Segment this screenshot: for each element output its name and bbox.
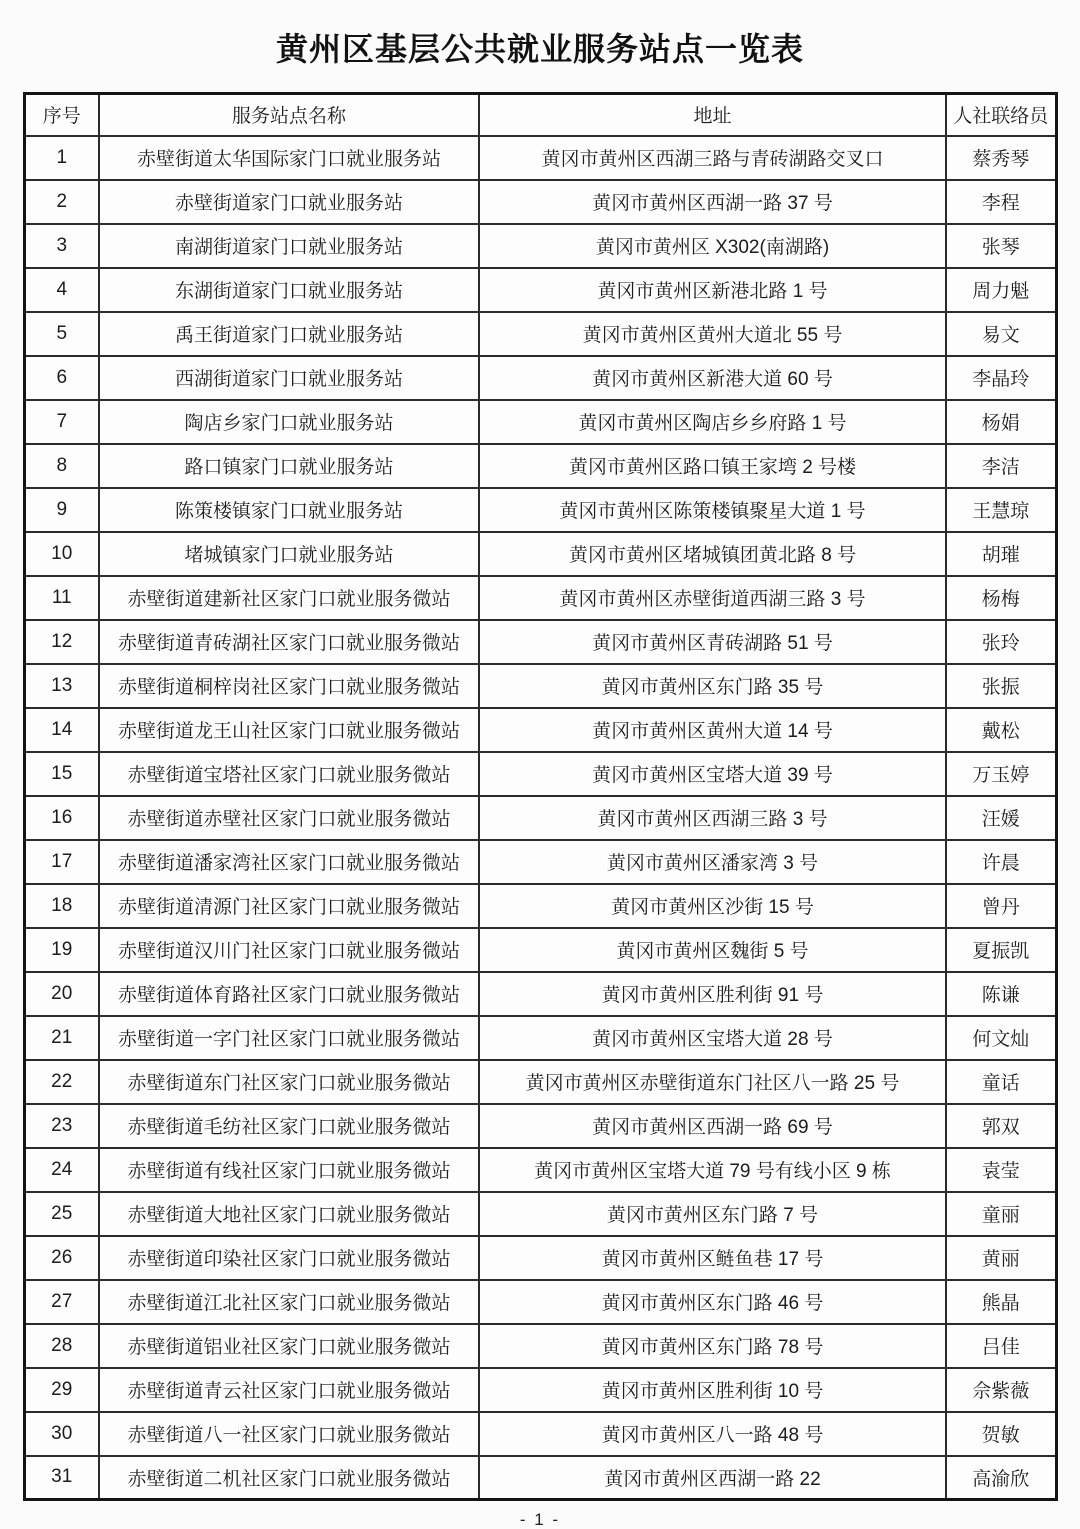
- header-station-name: 服务站点名称: [99, 94, 479, 136]
- liaison-cell: 李程: [946, 180, 1056, 224]
- address-cell: 黄冈市黄州区东门路 78 号: [479, 1324, 946, 1368]
- row-number-cell: 14: [24, 708, 99, 752]
- header-row-number: 序号: [24, 94, 99, 136]
- address-cell: 黄冈市黄州区东门路 46 号: [479, 1280, 946, 1324]
- station-name-cell: 东湖街道家门口就业服务站: [99, 268, 479, 312]
- table-row: [24, 136, 1056, 180]
- row-number-cell: 2: [24, 180, 99, 224]
- liaison-cell: 李晶玲: [946, 356, 1056, 400]
- station-name-cell: 陈策楼镇家门口就业服务站: [99, 488, 479, 532]
- row-number-cell: 19: [24, 928, 99, 972]
- address-cell: 黄冈市黄州区新港大道 60 号: [479, 356, 946, 400]
- table-row: [24, 1324, 1056, 1368]
- row-number-cell: 25: [24, 1192, 99, 1236]
- row-number-cell: 8: [24, 444, 99, 488]
- row-number-cell: 16: [24, 796, 99, 840]
- station-name-cell: 赤壁街道建新社区家门口就业服务微站: [99, 576, 479, 620]
- station-name-cell: 赤壁街道一字门社区家门口就业服务微站: [99, 1016, 479, 1060]
- liaison-cell: 易文: [946, 312, 1056, 356]
- address-cell: 黄冈市黄州区陈策楼镇聚星大道 1 号: [479, 488, 946, 532]
- station-name-cell: 赤壁街道江北社区家门口就业服务微站: [99, 1280, 479, 1324]
- station-name-cell: 赤壁街道铝业社区家门口就业服务微站: [99, 1324, 479, 1368]
- row-number-cell: 28: [24, 1324, 99, 1368]
- header-row: [24, 94, 1056, 136]
- table-row: [24, 488, 1056, 532]
- table-row: [24, 708, 1056, 752]
- liaison-cell: 张振: [946, 664, 1056, 708]
- address-cell: 黄冈市黄州区宝塔大道 39 号: [479, 752, 946, 796]
- address-cell: 黄冈市黄州区东门路 35 号: [479, 664, 946, 708]
- row-number-cell: 27: [24, 1280, 99, 1324]
- table-row: [24, 840, 1056, 884]
- row-number-cell: 5: [24, 312, 99, 356]
- table-row: [24, 400, 1056, 444]
- header-liaison: 人社联络员: [946, 94, 1056, 136]
- station-name-cell: 赤壁街道赤壁社区家门口就业服务微站: [99, 796, 479, 840]
- row-number-cell: 26: [24, 1236, 99, 1280]
- address-cell: 黄冈市黄州区赤壁街道东门社区八一路 25 号: [479, 1060, 946, 1104]
- table-row: [24, 620, 1056, 664]
- table-row: [24, 1192, 1056, 1236]
- table-row: [24, 1368, 1056, 1412]
- table-row: [24, 532, 1056, 576]
- station-name-cell: 赤壁街道八一社区家门口就业服务微站: [99, 1412, 479, 1456]
- address-cell: 黄冈市黄州区路口镇王家塆 2 号楼: [479, 444, 946, 488]
- liaison-cell: 蔡秀琴: [946, 136, 1056, 180]
- liaison-cell: 万玉婷: [946, 752, 1056, 796]
- liaison-cell: 佘紫薇: [946, 1368, 1056, 1412]
- station-name-cell: 赤壁街道宝塔社区家门口就业服务微站: [99, 752, 479, 796]
- row-number-cell: 23: [24, 1104, 99, 1148]
- liaison-cell: 许晨: [946, 840, 1056, 884]
- address-cell: 黄冈市黄州区西湖三路与青砖湖路交叉口: [479, 136, 946, 180]
- liaison-cell: 熊晶: [946, 1280, 1056, 1324]
- station-name-cell: 赤壁街道二机社区家门口就业服务微站: [99, 1456, 479, 1500]
- station-name-cell: 赤壁街道体育路社区家门口就业服务微站: [99, 972, 479, 1016]
- address-cell: 黄冈市黄州区青砖湖路 51 号: [479, 620, 946, 664]
- table-row: [24, 312, 1056, 356]
- row-number-cell: 15: [24, 752, 99, 796]
- liaison-cell: 童话: [946, 1060, 1056, 1104]
- row-number-cell: 10: [24, 532, 99, 576]
- station-name-cell: 陶店乡家门口就业服务站: [99, 400, 479, 444]
- row-number-cell: 17: [24, 840, 99, 884]
- table-row: [24, 224, 1056, 268]
- liaison-cell: 王慧琼: [946, 488, 1056, 532]
- liaison-cell: 陈谦: [946, 972, 1056, 1016]
- row-number-cell: 22: [24, 1060, 99, 1104]
- liaison-cell: 夏振凯: [946, 928, 1056, 972]
- liaison-cell: 曾丹: [946, 884, 1056, 928]
- liaison-cell: 高渝欣: [946, 1456, 1056, 1500]
- station-name-cell: 南湖街道家门口就业服务站: [99, 224, 479, 268]
- address-cell: 黄冈市黄州区宝塔大道 28 号: [479, 1016, 946, 1060]
- liaison-cell: 黄丽: [946, 1236, 1056, 1280]
- station-name-cell: 赤壁街道太华国际家门口就业服务站: [99, 136, 479, 180]
- station-name-cell: 赤壁街道家门口就业服务站: [99, 180, 479, 224]
- row-number-cell: 4: [24, 268, 99, 312]
- liaison-cell: 汪媛: [946, 796, 1056, 840]
- table-row: [24, 1060, 1056, 1104]
- liaison-cell: 郭双: [946, 1104, 1056, 1148]
- table-row: [24, 576, 1056, 620]
- address-cell: 黄冈市黄州区鲢鱼巷 17 号: [479, 1236, 946, 1280]
- row-number-cell: 6: [24, 356, 99, 400]
- liaison-cell: 周力魁: [946, 268, 1056, 312]
- table-row: [24, 796, 1056, 840]
- station-name-cell: 赤壁街道青砖湖社区家门口就业服务微站: [99, 620, 479, 664]
- liaison-cell: 李洁: [946, 444, 1056, 488]
- address-cell: 黄冈市黄州区宝塔大道 79 号有线小区 9 栋: [479, 1148, 946, 1192]
- table-body: [24, 136, 1056, 1500]
- address-cell: 黄冈市黄州区西湖一路 22: [479, 1456, 946, 1500]
- table-row: [24, 180, 1056, 224]
- station-name-cell: 禹王街道家门口就业服务站: [99, 312, 479, 356]
- station-name-cell: 赤壁街道有线社区家门口就业服务微站: [99, 1148, 479, 1192]
- station-name-cell: 赤壁街道青云社区家门口就业服务微站: [99, 1368, 479, 1412]
- address-cell: 黄冈市黄州区魏街 5 号: [479, 928, 946, 972]
- address-cell: 黄冈市黄州区黄州大道北 55 号: [479, 312, 946, 356]
- table-row: [24, 1412, 1056, 1456]
- address-cell: 黄冈市黄州区胜利街 91 号: [479, 972, 946, 1016]
- row-number-cell: 9: [24, 488, 99, 532]
- table-row: [24, 1016, 1056, 1060]
- row-number-cell: 18: [24, 884, 99, 928]
- row-number-cell: 12: [24, 620, 99, 664]
- table-header: [24, 94, 1056, 136]
- table-row: [24, 1456, 1056, 1500]
- row-number-cell: 7: [24, 400, 99, 444]
- header-address: 地址: [479, 94, 946, 136]
- station-name-cell: 赤壁街道东门社区家门口就业服务微站: [99, 1060, 479, 1104]
- liaison-cell: 张琴: [946, 224, 1056, 268]
- address-cell: 黄冈市黄州区西湖一路 69 号: [479, 1104, 946, 1148]
- address-cell: 黄冈市黄州区黄州大道 14 号: [479, 708, 946, 752]
- station-name-cell: 赤壁街道汉川门社区家门口就业服务微站: [99, 928, 479, 972]
- table-row: [24, 752, 1056, 796]
- liaison-cell: 吕佳: [946, 1324, 1056, 1368]
- station-name-cell: 赤壁街道潘家湾社区家门口就业服务微站: [99, 840, 479, 884]
- row-number-cell: 1: [24, 136, 99, 180]
- page-number: - 1 -: [519, 1510, 561, 1529]
- station-name-cell: 赤壁街道桐梓岗社区家门口就业服务微站: [99, 664, 479, 708]
- liaison-cell: 贺敏: [946, 1412, 1056, 1456]
- address-cell: 黄冈市黄州区潘家湾 3 号: [479, 840, 946, 884]
- liaison-cell: 杨娟: [946, 400, 1056, 444]
- page-title: 黄州区基层公共就业服务站点一览表: [275, 31, 804, 67]
- address-cell: 黄冈市黄州区八一路 48 号: [479, 1412, 946, 1456]
- address-cell: 黄冈市黄州区西湖一路 37 号: [479, 180, 946, 224]
- row-number-cell: 24: [24, 1148, 99, 1192]
- station-name-cell: 赤壁街道毛纺社区家门口就业服务微站: [99, 1104, 479, 1148]
- address-cell: 黄冈市黄州区东门路 7 号: [479, 1192, 946, 1236]
- station-name-cell: 赤壁街道印染社区家门口就业服务微站: [99, 1236, 479, 1280]
- row-number-cell: 11: [24, 576, 99, 620]
- station-name-cell: 西湖街道家门口就业服务站: [99, 356, 479, 400]
- station-name-cell: 堵城镇家门口就业服务站: [99, 532, 479, 576]
- address-cell: 黄冈市黄州区西湖三路 3 号: [479, 796, 946, 840]
- table-row: [24, 972, 1056, 1016]
- station-name-cell: 赤壁街道龙王山社区家门口就业服务微站: [99, 708, 479, 752]
- station-name-cell: 赤壁街道清源门社区家门口就业服务微站: [99, 884, 479, 928]
- address-cell: 黄冈市黄州区胜利街 10 号: [479, 1368, 946, 1412]
- liaison-cell: 袁莹: [946, 1148, 1056, 1192]
- liaison-cell: 童丽: [946, 1192, 1056, 1236]
- stations-table: [23, 92, 1058, 1501]
- address-cell: 黄冈市黄州区赤壁街道西湖三路 3 号: [479, 576, 946, 620]
- table-row: [24, 356, 1056, 400]
- table-row: [24, 1148, 1056, 1192]
- liaison-cell: 杨梅: [946, 576, 1056, 620]
- address-cell: 黄冈市黄州区 X302(南湖路): [479, 224, 946, 268]
- table-row: [24, 664, 1056, 708]
- table-row: [24, 268, 1056, 312]
- liaison-cell: 胡璀: [946, 532, 1056, 576]
- table-row: [24, 1104, 1056, 1148]
- address-cell: 黄冈市黄州区新港北路 1 号: [479, 268, 946, 312]
- table-row: [24, 1236, 1056, 1280]
- station-name-cell: 赤壁街道大地社区家门口就业服务微站: [99, 1192, 479, 1236]
- row-number-cell: 13: [24, 664, 99, 708]
- address-cell: 黄冈市黄州区沙街 15 号: [479, 884, 946, 928]
- station-name-cell: 路口镇家门口就业服务站: [99, 444, 479, 488]
- row-number-cell: 21: [24, 1016, 99, 1060]
- table-row: [24, 884, 1056, 928]
- row-number-cell: 29: [24, 1368, 99, 1412]
- address-cell: 黄冈市黄州区堵城镇团黄北路 8 号: [479, 532, 946, 576]
- row-number-cell: 3: [24, 224, 99, 268]
- liaison-cell: 戴松: [946, 708, 1056, 752]
- table-row: [24, 444, 1056, 488]
- liaison-cell: 张玲: [946, 620, 1056, 664]
- table-row: [24, 1280, 1056, 1324]
- address-cell: 黄冈市黄州区陶店乡乡府路 1 号: [479, 400, 946, 444]
- row-number-cell: 30: [24, 1412, 99, 1456]
- table-row: [24, 928, 1056, 972]
- row-number-cell: 20: [24, 972, 99, 1016]
- row-number-cell: 31: [24, 1456, 99, 1500]
- liaison-cell: 何文灿: [946, 1016, 1056, 1060]
